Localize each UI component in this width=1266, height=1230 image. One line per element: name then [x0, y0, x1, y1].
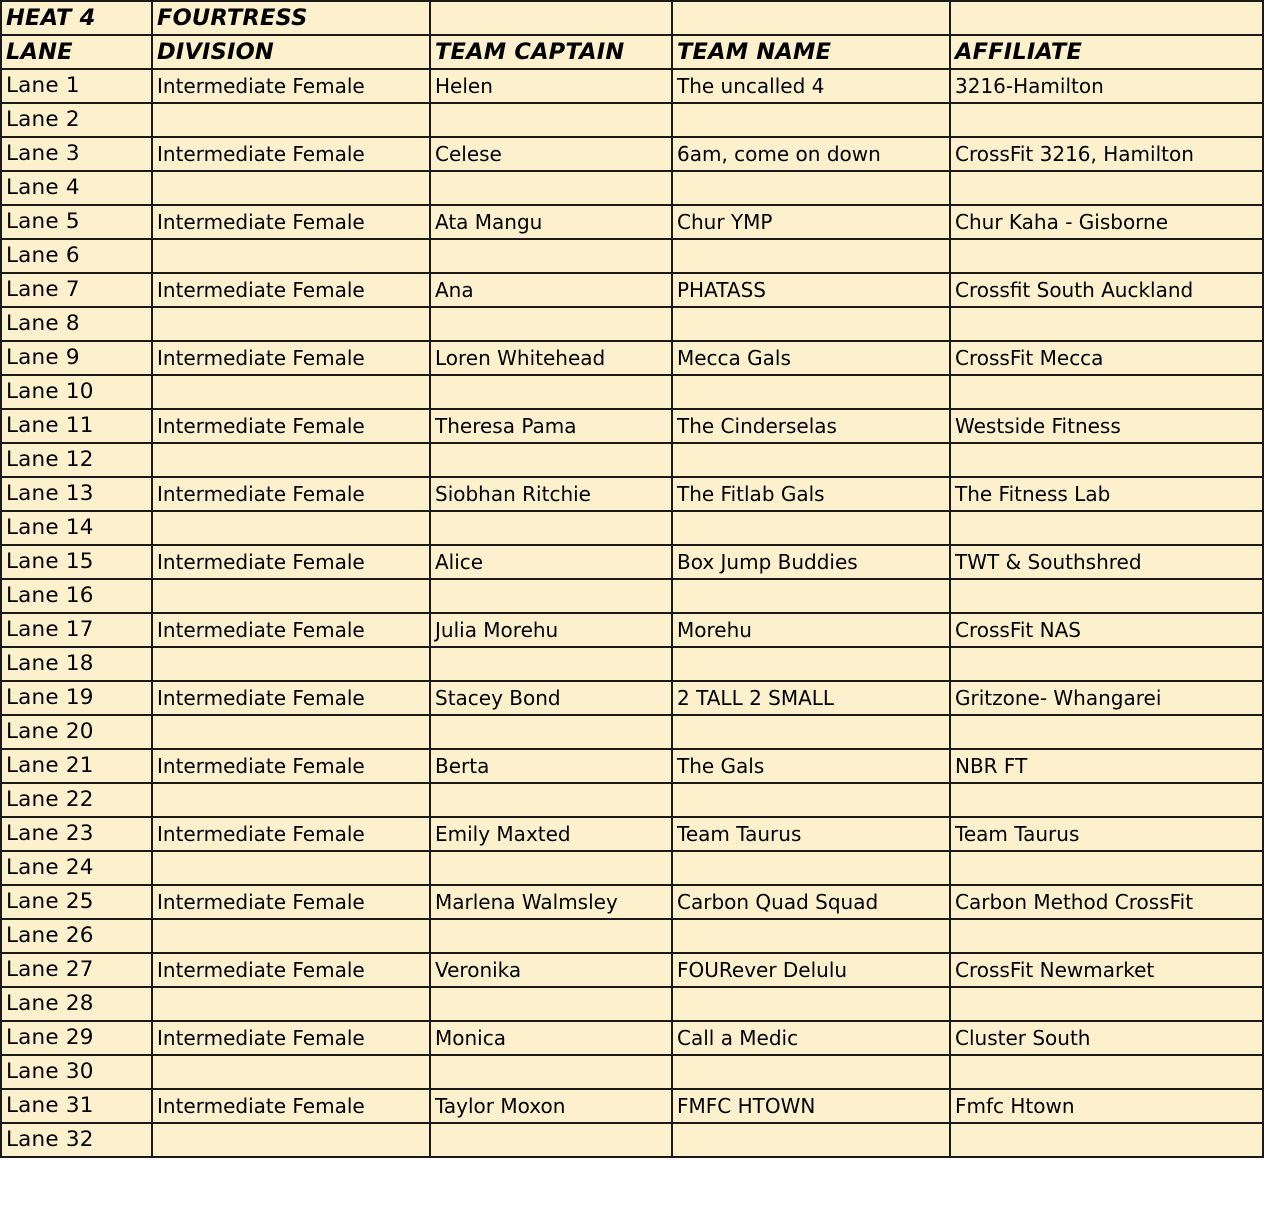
table-row [1, 477, 1263, 511]
team-name-cell[interactable]: Team Taurus [672, 817, 950, 851]
lane-cell[interactable]: Lane 12 [1, 443, 152, 477]
division-cell[interactable] [152, 171, 430, 205]
affiliate-cell[interactable] [950, 239, 1263, 273]
team-captain-cell[interactable] [430, 919, 672, 953]
team-name-cell[interactable]: Morehu [672, 613, 950, 647]
affiliate-cell[interactable] [950, 851, 1263, 885]
table-row [1, 749, 1263, 783]
affiliate-cell[interactable]: CrossFit 3216, Hamilton [950, 137, 1263, 171]
affiliate-cell[interactable] [950, 919, 1263, 953]
team-captain-cell[interactable]: Loren Whitehead [430, 341, 672, 375]
table-row [1, 307, 1263, 341]
lane-cell[interactable]: Lane 25 [1, 885, 152, 919]
lane-cell[interactable]: Lane 15 [1, 545, 152, 579]
division-cell[interactable]: Intermediate Female [152, 817, 430, 851]
affiliate-cell[interactable] [950, 647, 1263, 681]
table-row [1, 715, 1263, 749]
column-header-row [1, 35, 1263, 69]
division-cell[interactable]: Intermediate Female [152, 613, 430, 647]
division-cell[interactable] [152, 1055, 430, 1089]
team-name-cell[interactable]: 2 TALL 2 SMALL [672, 681, 950, 715]
division-cell[interactable] [152, 579, 430, 613]
team-captain-cell[interactable]: Veronika [430, 953, 672, 987]
team-name-cell[interactable]: Box Jump Buddies [672, 545, 950, 579]
lane-cell[interactable]: Lane 11 [1, 409, 152, 443]
team-captain-cell[interactable] [430, 239, 672, 273]
lane-cell[interactable]: Lane 3 [1, 137, 152, 171]
division-cell[interactable]: Intermediate Female [152, 953, 430, 987]
lane-cell[interactable]: Lane 32 [1, 1123, 152, 1157]
column-header-team-name[interactable]: TEAM NAME [672, 35, 950, 69]
affiliate-cell[interactable]: CrossFit Mecca [950, 341, 1263, 375]
lane-cell[interactable]: Lane 5 [1, 205, 152, 239]
team-name-cell[interactable] [672, 919, 950, 953]
heat-empty-cell[interactable] [950, 1, 1263, 35]
division-cell[interactable]: Intermediate Female [152, 885, 430, 919]
table-row [1, 239, 1263, 273]
team-captain-cell[interactable] [430, 307, 672, 341]
division-cell[interactable] [152, 103, 430, 137]
division-cell[interactable] [152, 987, 430, 1021]
lane-cell[interactable]: Lane 2 [1, 103, 152, 137]
lane-cell[interactable]: Lane 18 [1, 647, 152, 681]
lane-cell[interactable]: Lane 10 [1, 375, 152, 409]
team-name-cell[interactable] [672, 307, 950, 341]
affiliate-cell[interactable] [950, 579, 1263, 613]
table-row [1, 443, 1263, 477]
lane-cell[interactable]: Lane 22 [1, 783, 152, 817]
lane-cell[interactable]: Lane 8 [1, 307, 152, 341]
affiliate-cell[interactable] [950, 443, 1263, 477]
team-captain-cell[interactable]: Theresa Pama [430, 409, 672, 443]
lane-cell[interactable]: Lane 31 [1, 1089, 152, 1123]
heat-title[interactable]: FOURTRESS [152, 1, 430, 35]
team-captain-cell[interactable] [430, 715, 672, 749]
team-name-cell[interactable] [672, 1055, 950, 1089]
table-row [1, 613, 1263, 647]
table-row [1, 579, 1263, 613]
lane-cell[interactable]: Lane 21 [1, 749, 152, 783]
team-name-cell[interactable] [672, 103, 950, 137]
team-captain-cell[interactable] [430, 987, 672, 1021]
team-captain-cell[interactable] [430, 1123, 672, 1157]
division-cell[interactable] [152, 783, 430, 817]
division-cell[interactable]: Intermediate Female [152, 341, 430, 375]
division-cell[interactable]: Intermediate Female [152, 681, 430, 715]
team-name-cell[interactable]: FMFC HTOWN [672, 1089, 950, 1123]
lane-cell[interactable]: Lane 1 [1, 69, 152, 103]
lane-cell[interactable]: Lane 27 [1, 953, 152, 987]
table-row [1, 1123, 1263, 1157]
table-row [1, 851, 1263, 885]
table-row [1, 69, 1263, 103]
table-row [1, 137, 1263, 171]
team-name-cell[interactable]: Chur YMP [672, 205, 950, 239]
division-cell[interactable] [152, 919, 430, 953]
division-cell[interactable]: Intermediate Female [152, 273, 430, 307]
affiliate-cell[interactable] [950, 1123, 1263, 1157]
column-header-division[interactable]: DIVISION [152, 35, 430, 69]
team-name-cell[interactable] [672, 715, 950, 749]
team-name-cell[interactable]: Call a Medic [672, 1021, 950, 1055]
division-cell[interactable]: Intermediate Female [152, 137, 430, 171]
division-cell[interactable]: Intermediate Female [152, 205, 430, 239]
affiliate-cell[interactable]: Crossfit South Auckland [950, 273, 1263, 307]
division-cell[interactable] [152, 375, 430, 409]
team-captain-cell[interactable]: Ana [430, 273, 672, 307]
lane-cell[interactable]: Lane 24 [1, 851, 152, 885]
division-cell[interactable]: Intermediate Female [152, 69, 430, 103]
table-row [1, 341, 1263, 375]
team-captain-cell[interactable]: Julia Morehu [430, 613, 672, 647]
heat-empty-cell[interactable] [672, 1, 950, 35]
affiliate-cell[interactable]: Team Taurus [950, 817, 1263, 851]
affiliate-cell[interactable] [950, 307, 1263, 341]
team-name-cell[interactable]: The Gals [672, 749, 950, 783]
affiliate-cell[interactable]: CrossFit Newmarket [950, 953, 1263, 987]
table-row [1, 545, 1263, 579]
team-name-cell[interactable] [672, 511, 950, 545]
lane-cell[interactable]: Lane 30 [1, 1055, 152, 1089]
lane-cell[interactable]: Lane 17 [1, 613, 152, 647]
team-captain-cell[interactable]: Helen [430, 69, 672, 103]
table-row [1, 987, 1263, 1021]
table-row [1, 885, 1263, 919]
division-cell[interactable]: Intermediate Female [152, 1021, 430, 1055]
division-cell[interactable] [152, 851, 430, 885]
team-captain-cell[interactable]: Marlena Walmsley [430, 885, 672, 919]
affiliate-cell[interactable]: CrossFit NAS [950, 613, 1263, 647]
table-row [1, 1021, 1263, 1055]
table-row [1, 817, 1263, 851]
division-cell[interactable]: Intermediate Female [152, 1089, 430, 1123]
lane-cell[interactable]: Lane 28 [1, 987, 152, 1021]
team-name-cell[interactable] [672, 987, 950, 1021]
team-captain-cell[interactable] [430, 171, 672, 205]
team-captain-cell[interactable] [430, 375, 672, 409]
column-header-affiliate[interactable]: AFFILIATE [950, 35, 1263, 69]
division-cell[interactable] [152, 647, 430, 681]
table-row [1, 171, 1263, 205]
table-row [1, 103, 1263, 137]
lane-cell[interactable]: Lane 4 [1, 171, 152, 205]
affiliate-cell[interactable]: Fmfc Htown [950, 1089, 1263, 1123]
table-row [1, 1089, 1263, 1123]
team-captain-cell[interactable]: Berta [430, 749, 672, 783]
lane-cell[interactable]: Lane 19 [1, 681, 152, 715]
lane-cell[interactable]: Lane 20 [1, 715, 152, 749]
table-row [1, 783, 1263, 817]
column-header-lane[interactable]: LANE [1, 35, 152, 69]
team-name-cell[interactable]: PHATASS [672, 273, 950, 307]
team-name-cell[interactable]: The uncalled 4 [672, 69, 950, 103]
table-row [1, 273, 1263, 307]
division-cell[interactable] [152, 1123, 430, 1157]
lane-cell[interactable]: Lane 14 [1, 511, 152, 545]
lane-cell[interactable]: Lane 9 [1, 341, 152, 375]
team-captain-cell[interactable]: Taylor Moxon [430, 1089, 672, 1123]
lane-cell[interactable]: Lane 16 [1, 579, 152, 613]
team-name-cell[interactable] [672, 783, 950, 817]
team-name-cell[interactable] [672, 1123, 950, 1157]
team-name-cell[interactable] [672, 443, 950, 477]
lane-cell[interactable]: Lane 29 [1, 1021, 152, 1055]
team-captain-cell[interactable]: Emily Maxted [430, 817, 672, 851]
team-captain-cell[interactable] [430, 851, 672, 885]
team-name-cell[interactable]: The Fitlab Gals [672, 477, 950, 511]
team-name-cell[interactable] [672, 579, 950, 613]
heat-row [1, 1, 1263, 35]
affiliate-cell[interactable] [950, 987, 1263, 1021]
affiliate-cell[interactable] [950, 103, 1263, 137]
lane-cell[interactable]: Lane 26 [1, 919, 152, 953]
team-captain-cell[interactable]: Celese [430, 137, 672, 171]
team-captain-cell[interactable] [430, 1055, 672, 1089]
team-captain-cell[interactable]: Ata Mangu [430, 205, 672, 239]
division-cell[interactable]: Intermediate Female [152, 477, 430, 511]
team-captain-cell[interactable]: Stacey Bond [430, 681, 672, 715]
team-name-cell[interactable]: Mecca Gals [672, 341, 950, 375]
division-cell[interactable] [152, 239, 430, 273]
affiliate-cell[interactable]: NBR FT [950, 749, 1263, 783]
lane-cell[interactable]: Lane 13 [1, 477, 152, 511]
affiliate-cell[interactable]: TWT & Southshred [950, 545, 1263, 579]
affiliate-cell[interactable] [950, 783, 1263, 817]
table-row [1, 1055, 1263, 1089]
team-name-cell[interactable] [672, 171, 950, 205]
lane-cell[interactable]: Lane 7 [1, 273, 152, 307]
heat-empty-cell[interactable] [430, 1, 672, 35]
division-cell[interactable] [152, 511, 430, 545]
table-row [1, 919, 1263, 953]
affiliate-cell[interactable] [950, 1055, 1263, 1089]
affiliate-cell[interactable] [950, 171, 1263, 205]
affiliate-cell[interactable] [950, 511, 1263, 545]
team-captain-cell[interactable] [430, 579, 672, 613]
affiliate-cell[interactable] [950, 715, 1263, 749]
table-row [1, 205, 1263, 239]
team-name-cell[interactable]: The Cinderselas [672, 409, 950, 443]
table-row [1, 647, 1263, 681]
table-row [1, 511, 1263, 545]
affiliate-cell[interactable]: Gritzone- Whangarei [950, 681, 1263, 715]
team-name-cell[interactable] [672, 647, 950, 681]
division-cell[interactable] [152, 307, 430, 341]
affiliate-cell[interactable]: Westside Fitness [950, 409, 1263, 443]
lane-cell[interactable]: Lane 6 [1, 239, 152, 273]
affiliate-cell[interactable]: Carbon Method CrossFit [950, 885, 1263, 919]
affiliate-cell[interactable] [950, 375, 1263, 409]
table-row [1, 375, 1263, 409]
division-cell[interactable]: Intermediate Female [152, 409, 430, 443]
team-captain-cell[interactable] [430, 783, 672, 817]
division-cell[interactable]: Intermediate Female [152, 545, 430, 579]
team-name-cell[interactable]: 6am, come on down [672, 137, 950, 171]
team-name-cell[interactable] [672, 375, 950, 409]
team-captain-cell[interactable]: Alice [430, 545, 672, 579]
affiliate-cell[interactable]: Chur Kaha - Gisborne [950, 205, 1263, 239]
heat-label[interactable]: HEAT 4 [1, 1, 152, 35]
team-captain-cell[interactable] [430, 647, 672, 681]
affiliate-cell[interactable]: 3216-Hamilton [950, 69, 1263, 103]
team-name-cell[interactable]: FOURever Delulu [672, 953, 950, 987]
team-captain-cell[interactable]: Siobhan Ritchie [430, 477, 672, 511]
table-row [1, 409, 1263, 443]
team-captain-cell[interactable] [430, 443, 672, 477]
team-captain-cell[interactable] [430, 103, 672, 137]
affiliate-cell[interactable]: The Fitness Lab [950, 477, 1263, 511]
team-captain-cell[interactable] [430, 511, 672, 545]
division-cell[interactable]: Intermediate Female [152, 749, 430, 783]
team-name-cell[interactable] [672, 239, 950, 273]
team-name-cell[interactable]: Carbon Quad Squad [672, 885, 950, 919]
team-captain-cell[interactable]: Monica [430, 1021, 672, 1055]
affiliate-cell[interactable]: Cluster South [950, 1021, 1263, 1055]
lane-cell[interactable]: Lane 23 [1, 817, 152, 851]
table-row [1, 681, 1263, 715]
division-cell[interactable] [152, 443, 430, 477]
team-name-cell[interactable] [672, 851, 950, 885]
division-cell[interactable] [152, 715, 430, 749]
table-row [1, 953, 1263, 987]
column-header-team-captain[interactable]: TEAM CAPTAIN [430, 35, 672, 69]
